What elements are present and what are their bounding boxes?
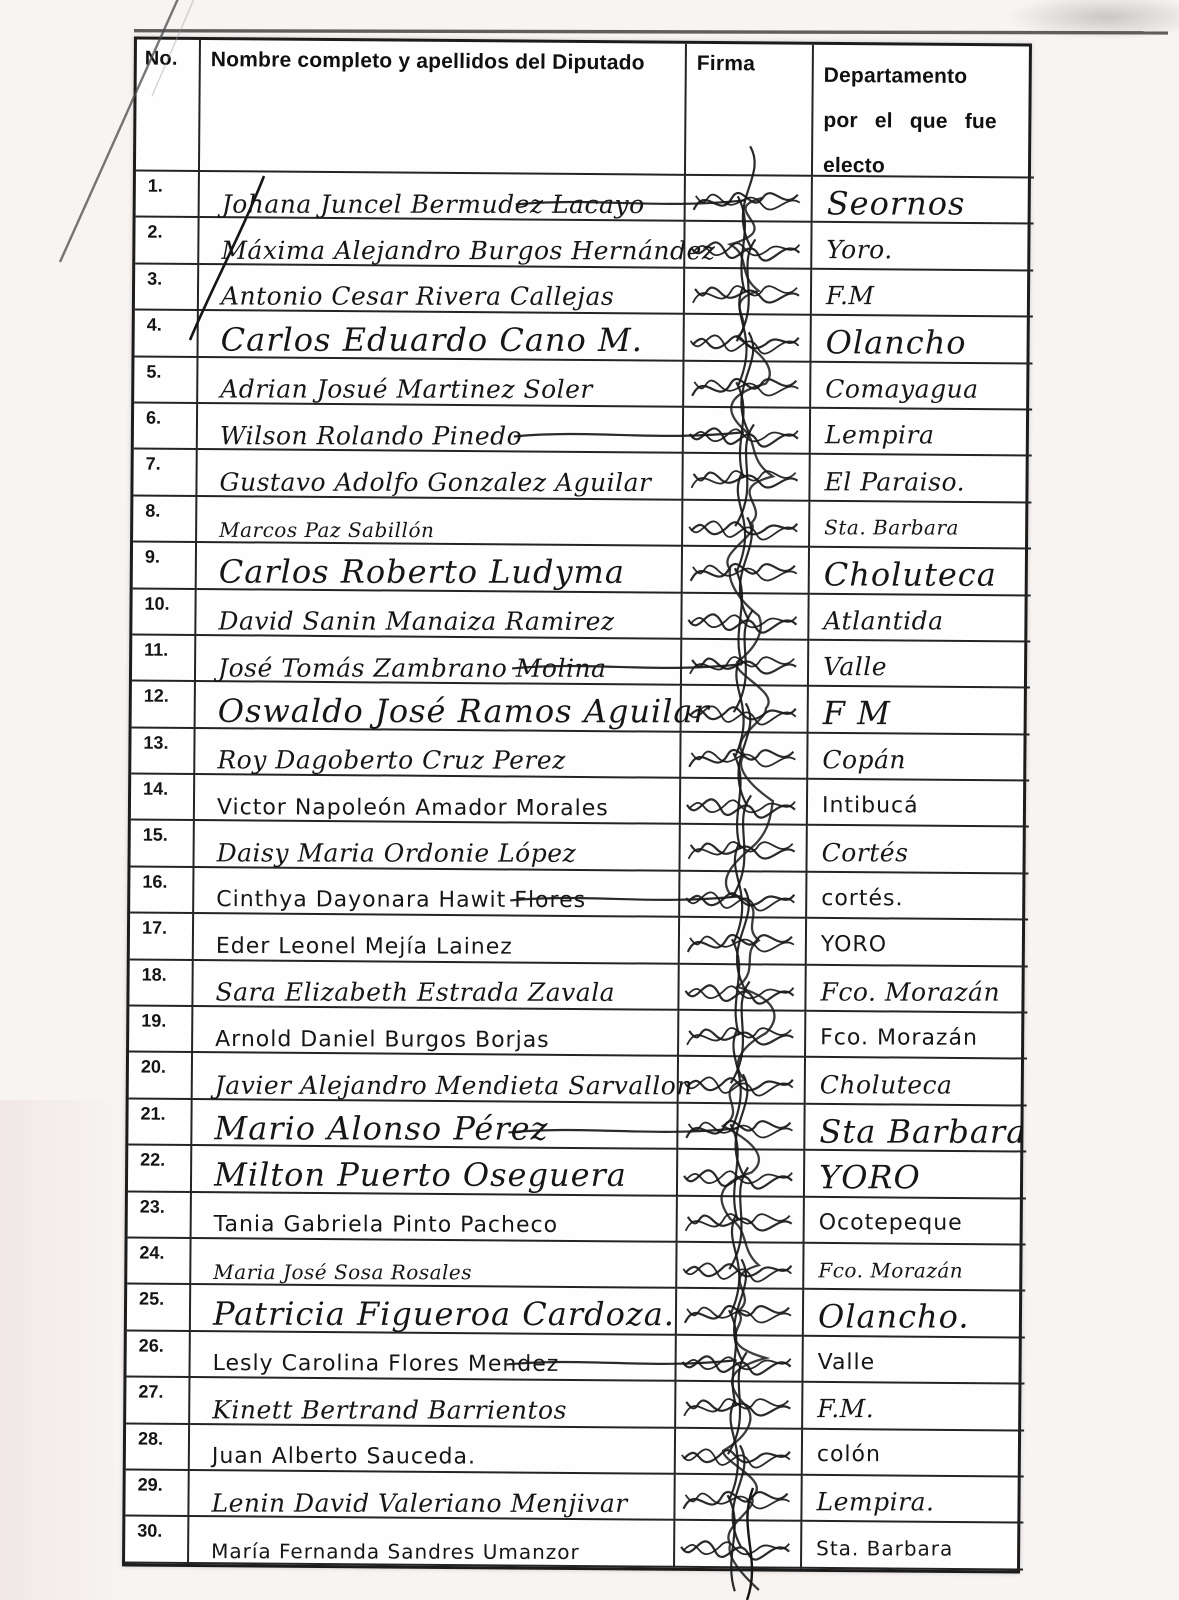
deputy-name-handwriting: Máxima Alejandro Burgos Hernández xyxy=(221,235,716,266)
row-number: 27. xyxy=(126,1378,190,1425)
departamento-handwriting: Intibucá xyxy=(821,792,919,819)
deputy-name-handwriting: Antonio Cesar Rivera Callejas xyxy=(220,281,615,312)
deputy-name-handwriting: Johana Juncel Bermudez Lacayo xyxy=(221,189,645,219)
deputy-name-handwriting: Wilson Rolando Pinedo xyxy=(219,420,523,451)
firma-cell xyxy=(686,176,813,223)
signature-scribble xyxy=(678,1196,805,1243)
row-number: 13. xyxy=(131,728,195,775)
departamento-cell xyxy=(806,1012,1027,1060)
deputy-name-handwriting: Patricia Figueroa Cardoza. xyxy=(212,1295,675,1334)
firma-cell xyxy=(677,1243,804,1290)
row-number: 16. xyxy=(130,867,194,914)
deputy-name-cell xyxy=(194,914,680,964)
deputy-name-handwriting: Daisy Maria Ordonie López xyxy=(216,838,577,868)
firma-cell xyxy=(676,1428,803,1475)
departamento-handwriting: Olancho. xyxy=(817,1297,970,1336)
deputy-name-cell xyxy=(193,961,679,1011)
deputy-name-cell xyxy=(194,821,680,871)
row-number: 1. xyxy=(136,171,200,218)
deputy-name-cell xyxy=(197,450,683,500)
deputy-name-cell xyxy=(197,543,683,593)
departamento-cell xyxy=(807,826,1028,874)
header-no: No. xyxy=(136,39,201,171)
deputy-name-handwriting: Juan Alberto Sauceda. xyxy=(211,1443,477,1470)
signature-scribble xyxy=(682,593,809,640)
row-number: 7. xyxy=(133,450,197,497)
diputados-signature-table xyxy=(122,36,1032,1573)
signature-scribble xyxy=(681,779,808,826)
deputy-name-handwriting: Carlos Roberto Ludyma xyxy=(218,552,626,592)
signature-scribble xyxy=(679,1057,806,1104)
row-number: 4. xyxy=(134,311,198,358)
departamento-handwriting: Choluteca xyxy=(823,555,997,594)
deputy-name-cell xyxy=(192,1193,678,1243)
row-number: 28. xyxy=(126,1424,190,1471)
header-firma: Firma xyxy=(686,44,814,177)
row-number: 24. xyxy=(127,1238,191,1285)
firma-cell xyxy=(679,1057,806,1104)
departamento-handwriting: Lempira xyxy=(824,420,935,450)
departamento-handwriting: F.M xyxy=(825,281,875,311)
firma-cell xyxy=(681,732,808,779)
signature-scribble xyxy=(676,1382,803,1429)
firma-cell xyxy=(675,1521,802,1568)
firma-cell xyxy=(676,1336,803,1383)
departamento-handwriting: YORO xyxy=(820,932,888,958)
deputy-name-cell xyxy=(190,1425,676,1475)
firma-cell xyxy=(685,222,812,269)
header-departamento-line1: Departamento xyxy=(823,63,968,89)
deputy-name-handwriting: Javier Alejandro Mendieta Sarvallon xyxy=(214,1070,693,1101)
firma-cell xyxy=(683,454,810,501)
firma-cell xyxy=(679,964,806,1011)
departamento-handwriting: Copán xyxy=(822,745,907,775)
deputy-name-handwriting: Marcos Paz Sabillón xyxy=(219,518,435,543)
departamento-handwriting: cortés. xyxy=(821,885,904,911)
signature-scribble xyxy=(680,872,807,919)
header-departamento-line2: por el que fue xyxy=(823,108,997,134)
signature-scribble xyxy=(677,1243,804,1290)
row-number: 15. xyxy=(130,821,194,868)
deputy-name-cell xyxy=(199,265,685,315)
header-departamento-line3: electo xyxy=(822,153,886,178)
signature-scribble xyxy=(682,686,809,733)
departamento-handwriting: Fco. Morazán xyxy=(820,977,1001,1007)
signature-scribble xyxy=(675,1475,802,1522)
departamento-handwriting: Comayagua xyxy=(825,374,979,404)
deputy-name-handwriting: David Sanin Manaiza Ramirez xyxy=(218,606,615,637)
deputy-name-cell xyxy=(196,682,710,732)
signature-scribble xyxy=(686,176,813,223)
deputy-name-cell xyxy=(192,1146,678,1196)
departamento-handwriting: Fco. Morazán xyxy=(820,1025,978,1051)
firma-cell xyxy=(680,872,807,919)
row-number: 9. xyxy=(133,543,197,590)
deputy-name-cell xyxy=(189,1471,675,1521)
departamento-cell xyxy=(811,362,1032,410)
departamento-handwriting: Ocotepeque xyxy=(818,1210,963,1236)
firma-cell xyxy=(684,315,811,362)
departamento-cell xyxy=(805,1151,1026,1199)
firma-cell xyxy=(682,686,809,733)
row-number: 22. xyxy=(128,1146,192,1193)
signature-scribble xyxy=(683,454,810,501)
deputy-name-cell xyxy=(198,311,684,361)
deputy-name-cell xyxy=(194,868,680,918)
deputy-name-handwriting: Sara Elizabeth Estrada Zavala xyxy=(215,977,616,1008)
signature-scribble xyxy=(684,361,811,408)
departamento-handwriting: Seornos xyxy=(826,184,966,223)
row-number: 25. xyxy=(127,1285,191,1332)
firma-cell xyxy=(684,408,811,455)
signature-scribble xyxy=(680,825,807,872)
firma-cell xyxy=(678,1150,805,1197)
row-number: 18. xyxy=(129,960,193,1007)
deputy-name-handwriting: Carlos Eduardo Cano M. xyxy=(220,320,643,360)
departamento-handwriting: Sta Barbara xyxy=(819,1112,1027,1151)
deputy-name-cell xyxy=(197,497,683,547)
deputy-name-handwriting: Roy Dagoberto Cruz Perez xyxy=(217,745,566,775)
row-number: 20. xyxy=(129,1053,193,1100)
scan-top-streak xyxy=(134,29,1168,35)
signature-scribble xyxy=(675,1521,802,1568)
departamento-handwriting: Sta. Barbara xyxy=(824,515,959,540)
signature-scribble xyxy=(683,547,810,594)
deputy-name-cell xyxy=(190,1332,676,1382)
departamento-handwriting: Atlantida xyxy=(823,606,944,636)
row-number: 14. xyxy=(131,775,195,822)
deputy-name-handwriting: Gustavo Adolfo Gonzalez Aguilar xyxy=(219,467,652,498)
signature-scribble xyxy=(685,222,812,269)
row-number: 8. xyxy=(133,496,197,543)
departamento-handwriting: Fco. Morazán xyxy=(818,1258,964,1283)
firma-cell xyxy=(683,501,810,548)
departamento-cell xyxy=(813,177,1034,225)
header-departamento xyxy=(813,45,1035,179)
departamento-handwriting: Valle xyxy=(817,1349,876,1375)
departamento-cell xyxy=(806,1058,1027,1106)
deputy-name-cell xyxy=(198,358,684,408)
deputy-name-cell xyxy=(192,1100,678,1150)
firma-cell xyxy=(682,593,809,640)
deputy-name-handwriting: Lenin David Valeriano Menjivar xyxy=(211,1488,628,1518)
departamento-cell xyxy=(802,1522,1023,1570)
firma-cell xyxy=(684,361,811,408)
row-number: 5. xyxy=(134,357,198,404)
row-number: 6. xyxy=(134,403,198,450)
departamento-cell xyxy=(806,965,1027,1013)
deputy-name-handwriting: Mario Alonso Pérez xyxy=(214,1109,549,1148)
header-name: Nombre completo y apellidos del Diputado xyxy=(200,40,687,176)
departamento-handwriting: colón xyxy=(816,1442,882,1468)
signature-scribble xyxy=(679,1011,806,1058)
deputy-name-handwriting: Eder Leonel Mejía Lainez xyxy=(215,933,513,960)
departamento-handwriting: Valle xyxy=(823,652,888,682)
deputy-name-handwriting: Milton Puerto Oseguera xyxy=(214,1155,627,1195)
signature-scribble xyxy=(678,1150,805,1197)
signature-scribble xyxy=(679,964,806,1011)
deputy-name-cell xyxy=(196,589,682,639)
deputy-name-cell xyxy=(195,775,681,825)
firma-cell xyxy=(675,1475,802,1522)
signature-scribble xyxy=(684,315,811,362)
departamento-handwriting: F M xyxy=(822,694,891,733)
departamento-cell xyxy=(807,873,1028,921)
departamento-cell xyxy=(808,780,1029,828)
row-number: 2. xyxy=(135,218,199,265)
departamento-handwriting: Cortés xyxy=(821,837,909,868)
departamento-handwriting: F.M. xyxy=(817,1394,875,1424)
departamento-cell xyxy=(804,1290,1025,1338)
row-number: 19. xyxy=(129,1006,193,1053)
departamento-cell xyxy=(804,1244,1025,1292)
firma-cell xyxy=(682,640,809,687)
signature-scribble xyxy=(678,1104,805,1151)
deputy-name-handwriting: José Tomás Zambrano Molina xyxy=(218,653,607,683)
departamento-cell xyxy=(803,1337,1024,1385)
signature-scribble xyxy=(684,408,811,455)
deputy-name-handwriting: Victor Napoleón Amador Morales xyxy=(216,794,609,821)
signature-scribble xyxy=(683,501,810,548)
deputy-name-handwriting: Maria José Sosa Rosales xyxy=(213,1260,473,1285)
deputy-name-cell xyxy=(193,1007,679,1057)
departamento-cell xyxy=(802,1476,1023,1524)
deputy-name-handwriting: Adrian Josué Martinez Soler xyxy=(220,374,593,404)
departamento-cell xyxy=(810,548,1031,596)
firma-cell xyxy=(676,1382,803,1429)
firma-cell xyxy=(683,547,810,594)
signature-scribble xyxy=(685,269,812,316)
deputy-name-cell xyxy=(196,636,682,686)
row-number: 10. xyxy=(132,589,196,636)
departamento-handwriting: YORO xyxy=(819,1158,921,1197)
departamento-handwriting: Sta. Barbara xyxy=(816,1536,954,1561)
deputy-name-cell xyxy=(189,1517,675,1567)
departamento-cell xyxy=(809,687,1030,735)
row-number: 12. xyxy=(132,682,196,729)
firma-cell xyxy=(678,1104,805,1151)
deputy-name-cell xyxy=(193,1053,693,1103)
firma-cell xyxy=(680,918,807,965)
signature-scribble xyxy=(680,918,807,965)
scan-smudge xyxy=(999,0,1179,42)
deputy-name-handwriting: Lesly Carolina Flores Mendez xyxy=(212,1351,560,1378)
row-number: 29. xyxy=(125,1470,189,1517)
departamento-handwriting: Yoro. xyxy=(826,234,893,264)
departamento-cell xyxy=(810,455,1031,503)
departamento-cell xyxy=(803,1383,1024,1431)
departamento-cell xyxy=(812,223,1033,271)
departamento-handwriting: Choluteca xyxy=(819,1070,953,1100)
signature-scribble xyxy=(676,1336,803,1383)
deputy-name-handwriting: Cinthya Dayonara Hawit Flores xyxy=(216,887,587,914)
row-number: 17. xyxy=(130,914,194,961)
departamento-cell xyxy=(809,594,1030,642)
departamento-handwriting: Lempira. xyxy=(816,1487,935,1517)
departamento-cell xyxy=(808,733,1029,781)
departamento-cell xyxy=(809,641,1030,689)
firma-cell xyxy=(681,779,808,826)
row-number: 23. xyxy=(128,1192,192,1239)
departamento-cell xyxy=(805,1105,1026,1153)
firma-cell xyxy=(678,1196,805,1243)
deputy-name-cell xyxy=(195,729,681,779)
deputy-name-cell xyxy=(198,404,684,454)
deputy-name-cell xyxy=(200,172,686,222)
deputy-name-handwriting: Kinett Bertrand Barrientos xyxy=(212,1395,567,1425)
deputy-name-cell xyxy=(191,1239,677,1289)
departamento-cell xyxy=(811,316,1032,364)
signature-scribble xyxy=(682,640,809,687)
deputy-name-handwriting: María Fernanda Sandres Umanzor xyxy=(211,1538,580,1564)
row-number: 3. xyxy=(135,264,199,311)
departamento-handwriting: Olancho xyxy=(825,323,967,362)
signature-scribble xyxy=(681,732,808,779)
deputy-name-cell xyxy=(191,1285,677,1335)
departamento-cell xyxy=(807,919,1028,967)
deputy-name-handwriting: Oswaldo José Ramos Aguilar xyxy=(217,692,710,731)
row-number: 11. xyxy=(132,635,196,682)
deputy-name-cell xyxy=(199,218,716,268)
deputy-name-handwriting: Arnold Daniel Burgos Borjas xyxy=(215,1026,550,1053)
departamento-cell xyxy=(803,1429,1024,1477)
firma-cell xyxy=(679,1011,806,1058)
firma-cell xyxy=(677,1289,804,1336)
departamento-cell xyxy=(811,409,1032,457)
scan-tint xyxy=(0,1100,120,1600)
signature-scribble xyxy=(677,1289,804,1336)
row-number: 30. xyxy=(125,1517,189,1564)
deputy-name-handwriting: Tania Gabriela Pinto Pacheco xyxy=(213,1212,559,1239)
departamento-cell xyxy=(810,502,1031,550)
departamento-cell xyxy=(805,1197,1026,1245)
row-number: 26. xyxy=(126,1331,190,1378)
departamento-cell xyxy=(812,270,1033,318)
firma-cell xyxy=(680,825,807,872)
firma-cell xyxy=(685,269,812,316)
departamento-handwriting: El Paraiso. xyxy=(824,467,966,497)
signature-scribble xyxy=(676,1428,803,1475)
row-number: 21. xyxy=(128,1099,192,1146)
deputy-name-cell xyxy=(190,1378,676,1428)
